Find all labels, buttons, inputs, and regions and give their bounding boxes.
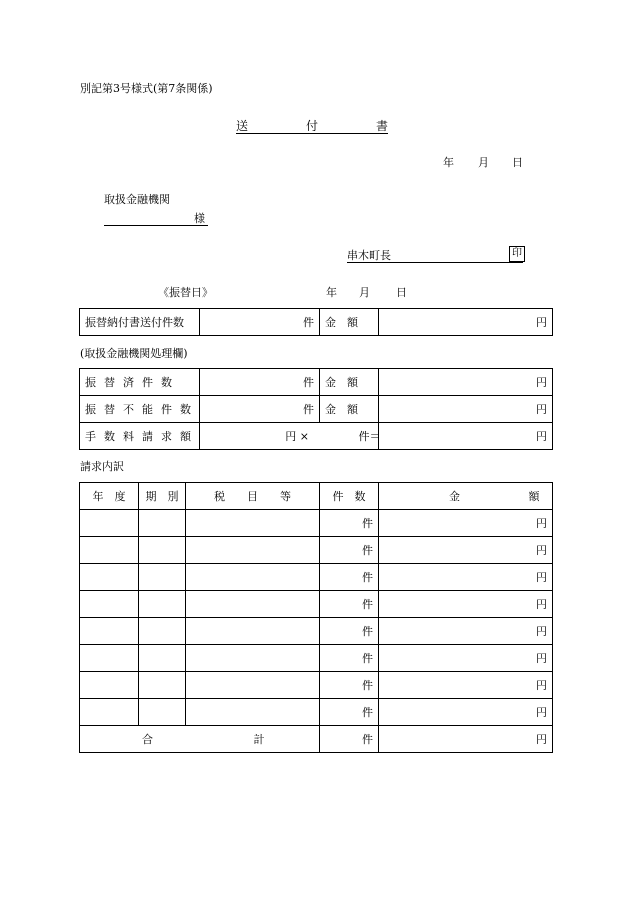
amount-cell: 円 [379,510,553,537]
title-char-1: 送 [236,119,249,133]
header-period: 期 別 [139,483,186,510]
honorific: 様 [194,212,205,225]
amount-cell: 円 [379,618,553,645]
amount-cell: 円 [379,699,553,726]
date-day: 日 [512,156,523,169]
header-tax-item: 税 目 等 [186,483,320,510]
count-cell: 件 [320,672,379,699]
form-reference: 別記第3号様式(第7条関係) [80,82,213,95]
summary-amount-label: 金 額 [320,309,379,336]
title-char-2: 付 [306,119,319,133]
row-label: 振替不能件数 [80,396,200,423]
processing-caption: (取扱金融機関処理欄) [80,347,188,360]
table-row [80,699,553,726]
processing-table [79,368,553,450]
transfer-year: 年 [326,286,337,299]
title-char-3: 書 [376,119,389,133]
fee-ken-eq: 件＝ [358,429,381,443]
table-row [80,672,553,699]
table-row [80,645,553,672]
table-row [80,396,553,423]
summary-count-cell: 件 [200,309,320,336]
table-row [80,591,553,618]
transfer-date-label: 《振替日》 [158,286,213,299]
fee-row [80,423,553,450]
count-cell: 件 [320,537,379,564]
table-row [80,564,553,591]
table-row [80,369,553,396]
count-cell: 件 [200,396,320,423]
amount-cell: 円 [379,591,553,618]
table-header-row [80,483,553,510]
transfer-day: 日 [396,286,407,299]
count-cell: 件 [320,564,379,591]
addressee-underline [104,225,208,226]
summary-table [79,308,553,336]
title-underline [236,133,388,134]
date-month: 月 [478,156,489,169]
count-cell: 件 [320,699,379,726]
date-year: 年 [443,156,454,169]
addressee-label: 取扱金融機関 [104,193,170,206]
header-amount-b: 額 [528,489,540,503]
summary-amount-cell: 円 [379,309,553,336]
amount-cell: 円 [379,396,553,423]
total-label-cell [80,726,320,753]
count-cell: 件 [320,618,379,645]
header-amount [379,483,553,510]
sender-name: 串木町長 [347,249,391,262]
summary-row [80,309,553,336]
header-count: 件 数 [320,483,379,510]
amount-cell: 円 [379,672,553,699]
total-label-a: 合 [142,732,153,746]
fee-formula-cell [200,423,379,450]
fee-amount-cell: 円 [379,423,553,450]
header-amount-a: 金 [449,489,460,503]
row-label: 振替済件数 [80,369,200,396]
count-cell: 件 [200,369,320,396]
count-cell: 件 [320,510,379,537]
amount-cell: 円 [379,537,553,564]
total-row [80,726,553,753]
total-label-b: 計 [253,732,265,746]
fee-yen-times: 円 × [285,429,309,443]
amount-cell: 円 [379,369,553,396]
seal-mark: 印 [509,246,525,262]
count-cell: 件 [320,645,379,672]
amount-label: 金 額 [320,369,379,396]
breakdown-table [79,482,553,753]
sender-underline [347,262,523,263]
total-amount-cell: 円 [379,726,553,753]
count-cell: 件 [320,591,379,618]
summary-label: 振替納付書送付件数 [80,309,200,336]
breakdown-caption: 請求内訳 [80,460,124,473]
table-row [80,510,553,537]
amount-cell: 円 [379,564,553,591]
total-count-cell: 件 [320,726,379,753]
amount-cell: 円 [379,645,553,672]
table-row [80,618,553,645]
transfer-month: 月 [359,286,370,299]
fee-label: 手数料請求額 [80,423,200,450]
table-row [80,537,553,564]
header-fiscal-year: 年 度 [80,483,139,510]
amount-label: 金 額 [320,396,379,423]
